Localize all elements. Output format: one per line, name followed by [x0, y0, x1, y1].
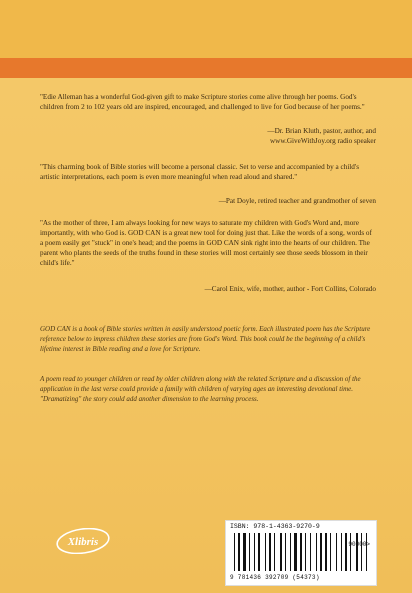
barcode-bar	[294, 533, 297, 571]
barcode-bar	[320, 533, 322, 571]
description-paragraph-2: A poem read to younger children or read by older children along with the related Scripture and a discussion of the application in the last verse could provide a family with children of varying ages an interesting devotional time. "Dramatizing" the story could add another dimension to the learning process.	[40, 375, 361, 403]
barcode-bar	[356, 533, 358, 571]
barcode-bar	[249, 533, 250, 571]
quote-1-attribution-line-2: www.GiveWithJoy.org radio speaker	[269, 137, 376, 145]
barcode-bar	[258, 533, 260, 571]
barcode-digits: 9 781436 392709 (54373)	[230, 574, 320, 581]
barcode-bar	[290, 533, 291, 571]
barcode-bar	[361, 533, 362, 571]
barcode-bar	[254, 533, 255, 571]
price-code: 90000>	[348, 541, 370, 548]
quote-1-text: "Edie Alleman has a wonderful God-given gift to make Scripture stories come alive through her poems. God's children from 2 to 102 years old are inspired, encouraged, and challenged to live for God because of her poems."	[40, 93, 365, 111]
barcode-bar	[269, 533, 271, 571]
isbn-text: ISBN: 978-1-4363-9270-9	[230, 523, 320, 530]
barcode-bar	[330, 533, 331, 571]
top-band	[0, 0, 412, 58]
barcode-bar	[285, 533, 286, 571]
description-paragraph-1: GOD CAN is a book of Bible stories written in easily understood poetic form. Each illustrated poem has the Scripture reference below to impress children these stories are from God's Word. This book could be the beginning of a child's lifetime interest in Bible reading and a love for Scripture.	[40, 325, 371, 353]
barcode-bar	[366, 533, 367, 571]
barcode-bar	[325, 533, 327, 571]
barcode-bar	[243, 533, 246, 571]
quote-1-attribution-line-1: —Dr. Brian Kluth, pastor, author, and	[267, 127, 376, 135]
barcode-box	[225, 520, 377, 586]
barcode-bar	[341, 533, 342, 571]
barcode-bars	[234, 533, 370, 571]
orange-stripe	[0, 58, 412, 78]
barcode-bar	[305, 533, 306, 571]
quote-3-text: "As the mother of three, I am always looking for new ways to saturate my children with God's Word and, more importantly, with who God is. GOD CAN is a great new tool for doing just that. Like the words of a song, words of a poem easily get "stuck" in one's head; and the poems in GOD CAN sink right into the hearts of our children. The parent who plants the seeds of the truths found in these stories will most certainly see those seeds blossom in their child's life."	[40, 219, 372, 267]
quote-2-text: "This charming book of Bible stories will become a personal classic. Set to verse and accompanied by a child's artistic interpretations, each poem is even more meaningful when read aloud and shared."	[40, 163, 359, 181]
barcode-bar	[238, 533, 240, 571]
barcode-bar	[316, 533, 317, 571]
barcode-bar	[300, 533, 302, 571]
xlibris-logo	[56, 528, 110, 554]
barcode-bar	[345, 533, 347, 571]
barcode-bar	[274, 533, 275, 571]
publisher-name: Xlibris	[67, 536, 99, 548]
barcode-bar	[280, 533, 282, 571]
barcode-bar	[336, 533, 337, 571]
barcode-bar	[234, 533, 235, 571]
barcode-bar	[265, 533, 266, 571]
quote-3-attribution: —Carol Enix, wife, mother, author - Fort Collins, Colorado	[204, 285, 376, 293]
quote-2-attribution: —Pat Doyle, retired teacher and grandmother of seven	[218, 197, 376, 205]
barcode-bar	[310, 533, 311, 571]
barcode-bar	[350, 533, 351, 571]
